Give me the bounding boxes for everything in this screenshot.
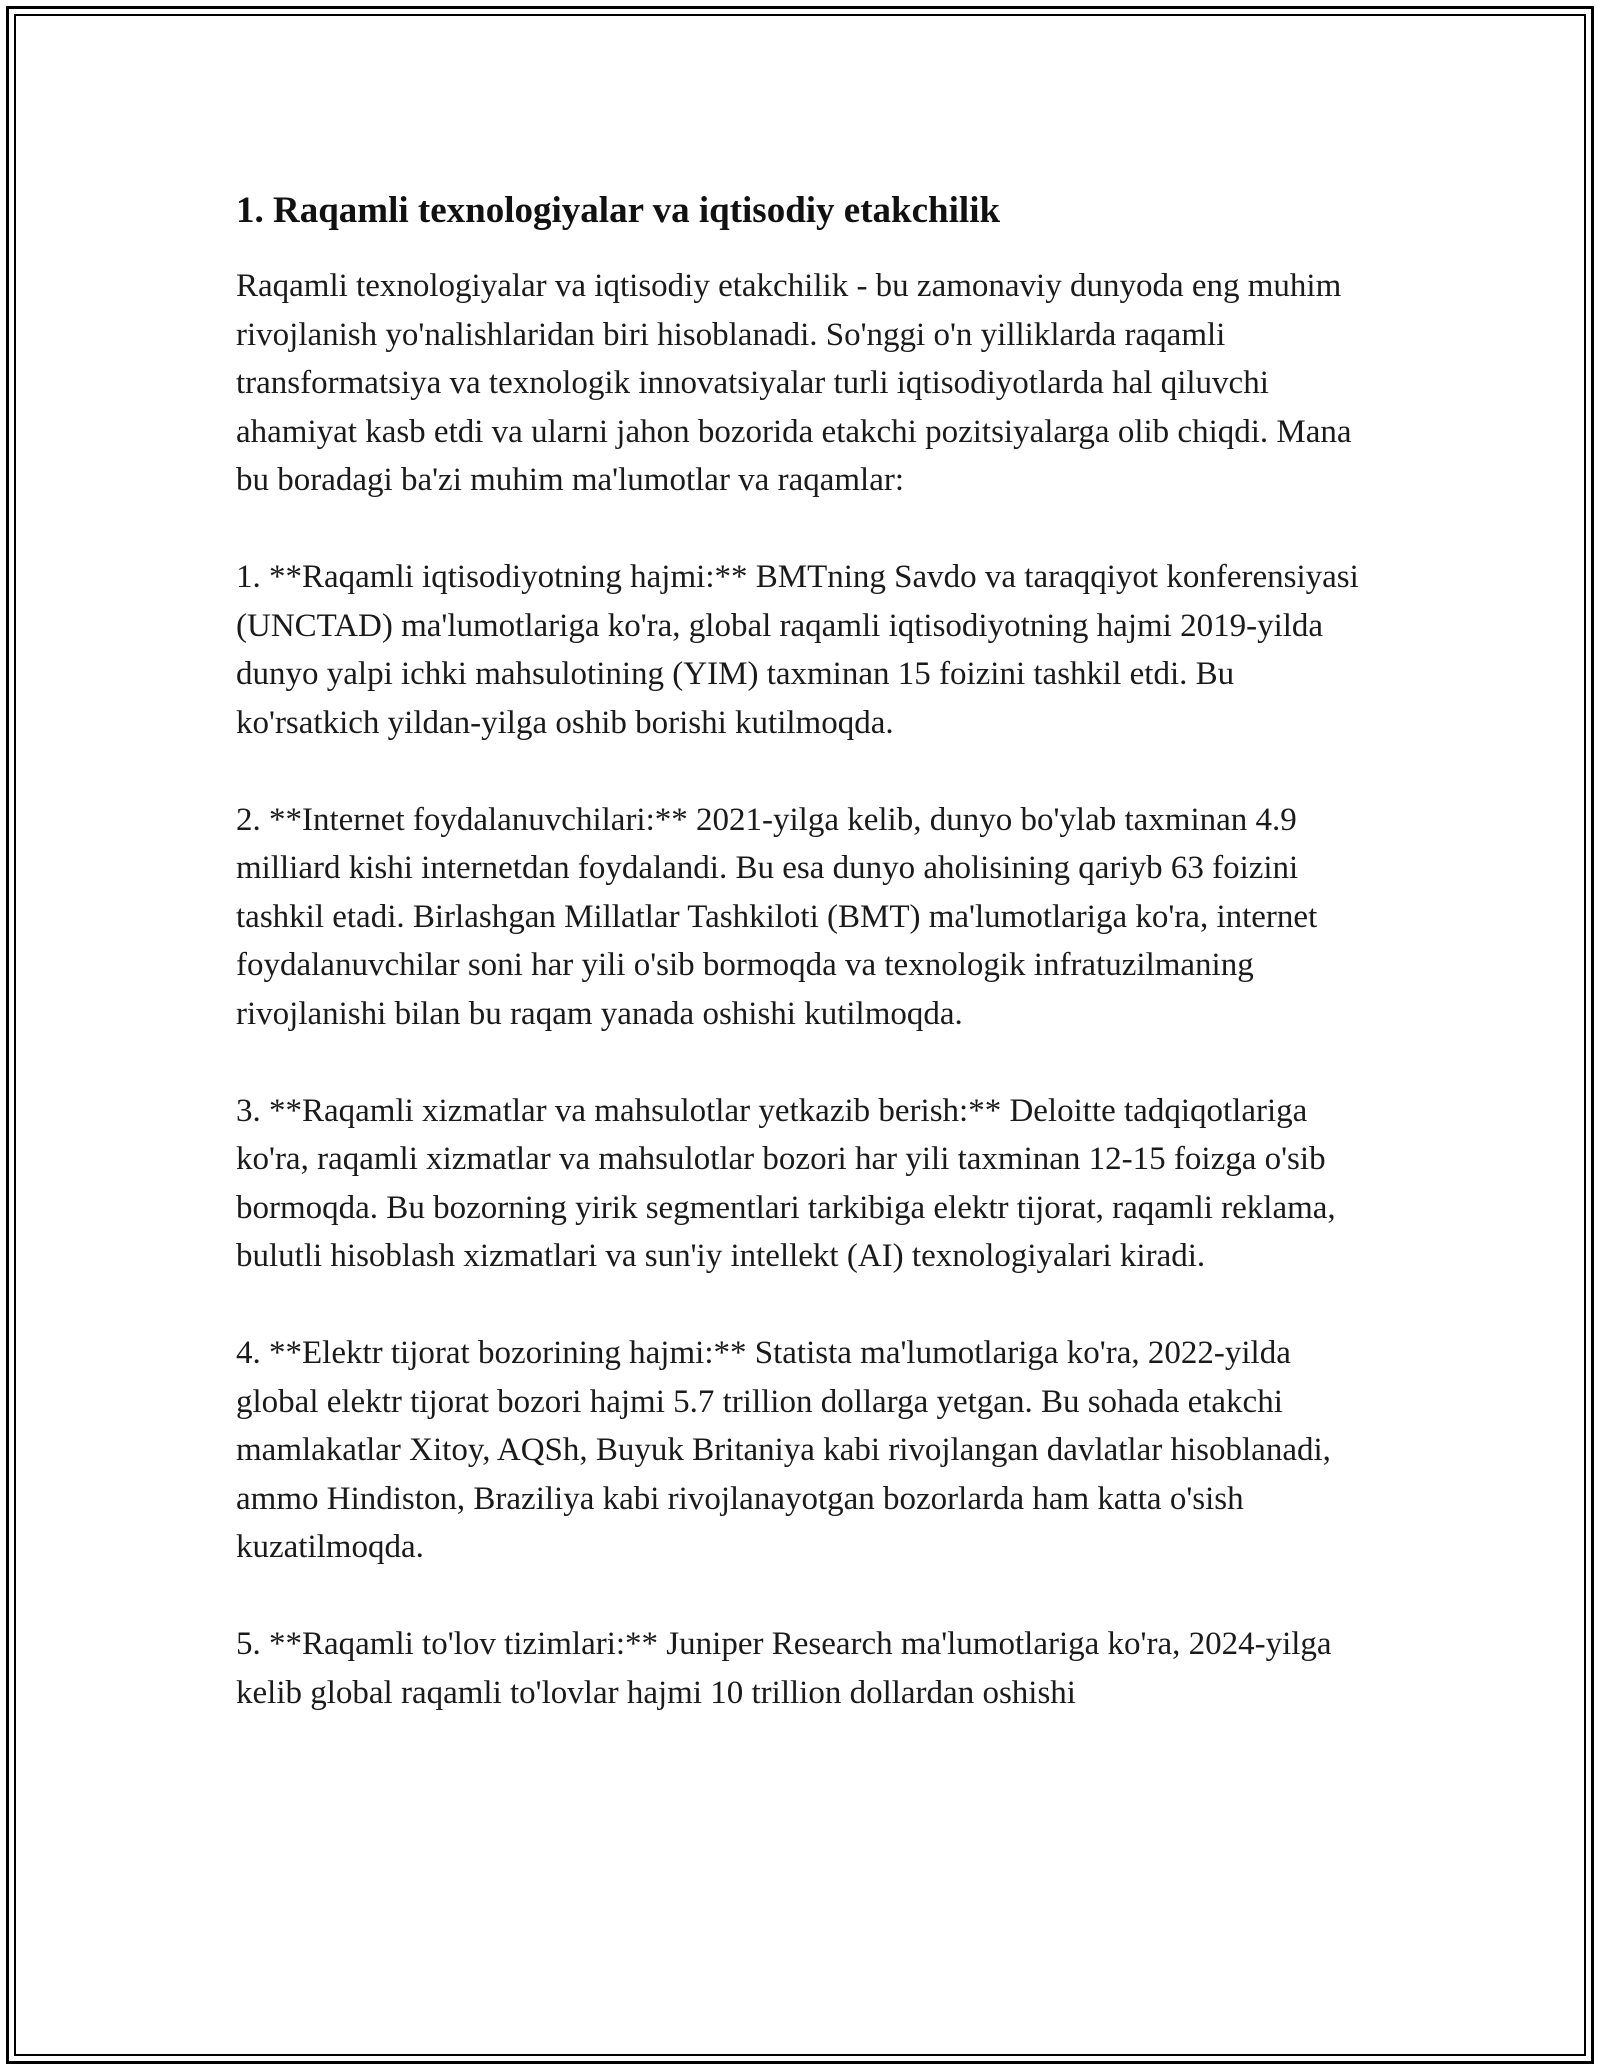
document-body [236, 186, 1376, 1766]
list-item-digital-services: 3. **Raqamli xizmatlar va mahsulotlar yetkazib berish:** Deloitte tadqiqotlariga ko'ra, raqamli xizmatlar va mahsulotlar bozori har yili taxminan 12-15 foizga o'sib bormoqda. Bu bozorning yirik segmentlari tarkibiga elektr tijorat, raqamli reklama, bulutli hisoblash xizmatlari va sun'iy intellekt (AI) texnologiyalari kiradi. [236, 1092, 1336, 1274]
list-item-ecommerce: 4. **Elektr tijorat bozorining hajmi:** Statista ma'lumotlariga ko'ra, 2022-yilda global elektr tijorat bozori hajmi 5.7 trillion dollarga yetgan. Bu sohada etakchi mamlakatlar Xitoy, AQSh, Buyuk Britaniya kabi rivojlangan davlatlar hisoblanadi, ammo Hindiston, Braziliya kabi rivojlanayotgan bozorlarda ham katta o'sish kuzatilmoqda. [236, 1335, 1331, 1565]
list-item-digital-economy: 1. **Raqamli iqtisodiyotning hajmi:** BMTning Savdo va taraqqiyot konferensiyasi (UNCTAD) ma'lumotlariga ko'ra, global raqamli iqtisodiyotning hajmi 2019-yilda dunyo yalpi ichki mahsulotining (YIM) taxminan 15 foizini tashkil etdi. Bu ko'rsatkich yildan-yilga oshib borishi kutilmoqda. [236, 559, 1359, 741]
list-item-internet-users: 2. **Internet foydalanuvchilari:** 2021-yilga kelib, dunyo bo'ylab taxminan 4.9 milliard kishi internetdan foydalandi. Bu esa dunyo aholisining qariyb 63 foizini tashkil etadi. Birlashgan Millatlar Tashkiloti (BMT) ma'lumotlariga ko'ra, internet foydalanuvchilar soni har yili o'sib bormoqda va texnologik infratuzilmaning rivojlanishi bilan bu raqam yanada oshishi kutilmoqda. [236, 801, 1318, 1032]
section-heading: 1. Raqamli texnologiyalar va iqtisodiy etakchilik [236, 190, 1001, 231]
intro-paragraph: Raqamli texnologiyalar va iqtisodiy etakchilik - bu zamonaviy dunyoda eng muhim rivojlanish yo'nalishlaridan biri hisoblanadi. So'nggi o'n yilliklarda raqamli transformatsiya va texnologik innovatsiyalar turli iqtisodiyotlarda hal qiluvchi ahamiyat kasb etdi va ularni jahon bozorida etakchi pozitsiyalarga olib chiqdi. Mana bu boradagi ba'zi muhim ma'lumotlar va raqamlar: [236, 268, 1352, 498]
list-item-digital-payments: 5. **Raqamli to'lov tizimlari:** Juniper Research ma'lumotlariga ko'ra, 2024-yilga kelib global raqamli to'lovlar hajmi 10 trillion dollardan oshishi [236, 1626, 1332, 1711]
